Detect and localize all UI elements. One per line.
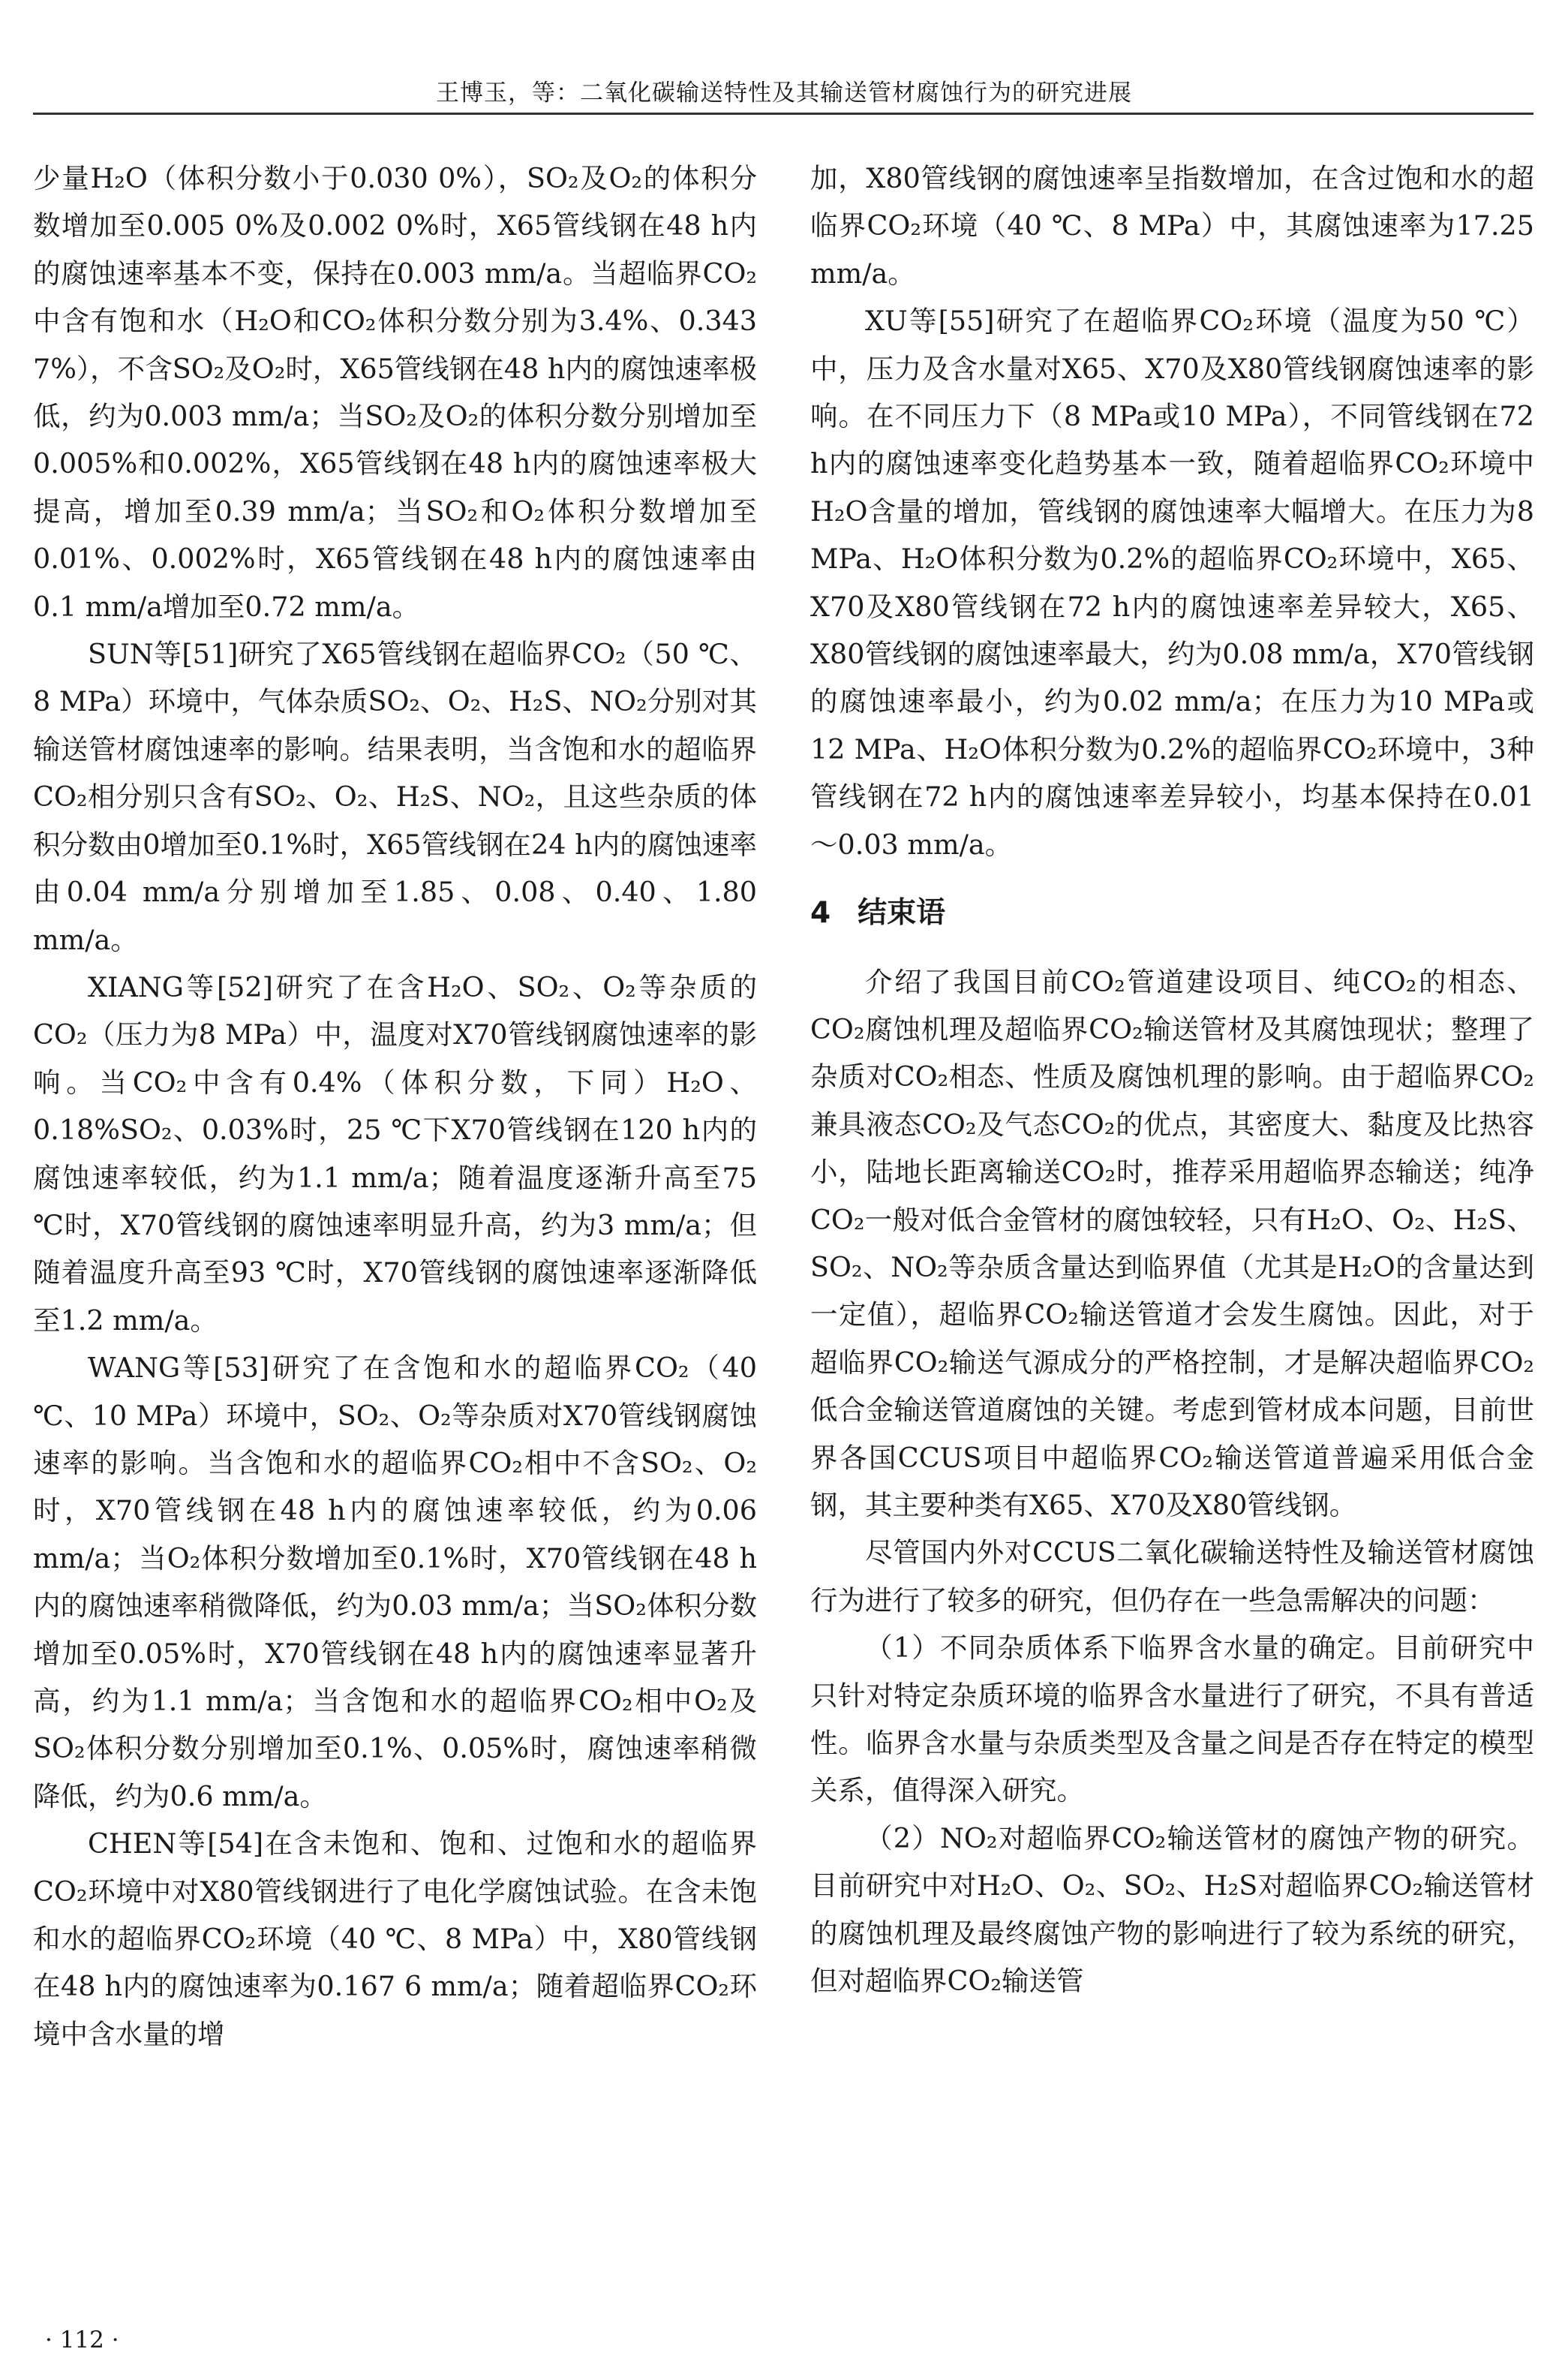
section-heading: [810, 889, 1534, 937]
paragraph: XU等[55]研究了在超临界CO₂环境（温度为50 ℃）中，压力及含水量对X65、X70及X80管线钢腐蚀速率的影响。在不同压力下（8 MPa或10 MPa），不同管线钢在72 h内的腐蚀速率变化趋势基本一致，随着超临界CO₂环境中H₂O含量的增加，管线钢的腐蚀速率大幅增大。在压力为8 MPa、H₂O体积分数为0.2%的超临界CO₂环境中，X65、X70及X80管线钢在72 h内的腐蚀速率差异较大，X65、X80管线钢的腐蚀速率最大，约为0.08 mm/a，X70管线钢的腐蚀速率最小，约为0.02 mm/a；在压力为10 MPa或12 MPa、H₂O体积分数为0.2%的超临界CO₂环境中，3种管线钢在72 h内的腐蚀速率差异较小，均基本保持在0.01～0.03 mm/a。: [810, 305, 1534, 861]
left-column: [33, 155, 757, 2058]
paragraph: （1）不同杂质体系下临界含水量的确定。目前研究中只针对特定杂质环境的临界含水量进行了研究，不具有普适性。临界含水量与杂质类型及含量之间是否存在特定的模型关系，值得深入研究。: [810, 1632, 1534, 1807]
paragraph: XIANG等[52]研究了在含H₂O、SO₂、O₂等杂质的CO₂（压力为8 MPa）中，温度对X70管线钢腐蚀速率的影响。当CO₂中含有0.4%（体积分数，下同）H₂O、0.18%SO₂、0.03%时，25 ℃下X70管线钢在120 h内的腐蚀速率较低，约为1.1 mm/a；随着温度逐渐升高至75 ℃时，X70管线钢的腐蚀速率明显升高，约为3 mm/a；但随着温度升高至93 ℃时，X70管线钢的腐蚀速率逐渐降低至1.2 mm/a。: [33, 970, 757, 1337]
section-title: 结束语: [858, 896, 946, 931]
paragraph: 介绍了我国目前CO₂管道建设项目、纯CO₂的相态、CO₂腐蚀机理及超临界CO₂输送管材及其腐蚀现状；整理了杂质对CO₂相态、性质及腐蚀机理的影响。由于超临界CO₂兼具液态CO₂及气态CO₂的优点，其密度大、黏度及比热容小，陆地长距离输送CO₂时，推荐采用超临界态输送；纯净CO₂一般对低合金管材的腐蚀较轻，只有H₂O、O₂、H₂S、SO₂、NO₂等杂质含量达到临界值（尤其是H₂O的含量达到一定值），超临界CO₂输送管道才会发生腐蚀。因此，对于超临界CO₂输送气源成分的严格控制，才是解决超临界CO₂低合金输送管道腐蚀的关键。考虑到管材成本问题，目前世界各国CCUS项目中超临界CO₂输送管道普遍采用低合金钢，其主要种类有X65、X70及X80管线钢。: [810, 965, 1534, 1521]
running-head: 王博玉，等：二氧化碳输送特性及其输送管材腐蚀行为的研究进展: [436, 80, 1132, 107]
page-number: · 112 ·: [45, 2326, 119, 2353]
paragraph: 尽管国内外对CCUS二氧化碳输送特性及输送管材腐蚀行为进行了较多的研究，但仍存在一些急需解决的问题：: [810, 1536, 1534, 1617]
paragraph: （2）NO₂对超临界CO₂输送管材的腐蚀产物的研究。目前研究中对H₂O、O₂、SO₂、H₂S对超临界CO₂输送管材的腐蚀机理及最终腐蚀产物的影响进行了较为系统的研究，但对超临界CO₂输送管: [810, 1821, 1534, 1998]
paragraph: SUN等[51]研究了X65管线钢在超临界CO₂（50 ℃、8 MPa）环境中，气体杂质SO₂、O₂、H₂S、NO₂分别对其输送管材腐蚀速率的影响。结果表明，当含饱和水的超临界CO₂相分别只含有SO₂、O₂、H₂S、NO₂，且这些杂质的体积分数由0增加至0.1%时，X65管线钢在24 h内的腐蚀速率由0.04 mm/a分别增加至1.85、0.08、0.40、1.80 mm/a。: [33, 638, 757, 956]
paragraph: 少量H₂O（体积分数小于0.030 0%），SO₂及O₂的体积分数增加至0.005 0%及0.002 0%时，X65管线钢在48 h内的腐蚀速率基本不变，保持在0.003 mm/a。当超临界CO₂中含有饱和水（H₂O和CO₂体积分数分别为3.4%、0.343 7%），不含SO₂及O₂时，X65管线钢在48 h内的腐蚀速率极低，约为0.003 mm/a；当SO₂及O₂的体积分数分别增加至0.005%和0.002%，X65管线钢在48 h内的腐蚀速率极大提高，增加至0.39 mm/a；当SO₂和O₂体积分数增加至0.01%、0.002%时，X65管线钢在48 h内的腐蚀速率由0.1 mm/a增加至0.72 mm/a。: [33, 162, 757, 623]
paragraph: WANG等[53]研究了在含饱和水的超临界CO₂（40 ℃、10 MPa）环境中，SO₂、O₂等杂质对X70管线钢腐蚀速率的影响。当含饱和水的超临界CO₂相中不含SO₂、O₂时，X70管线钢在48 h内的腐蚀速率较低，约为0.06 mm/a；当O₂体积分数增加至0.1%时，X70管线钢在48 h内的腐蚀速率稍微降低，约为0.03 mm/a；当SO₂体积分数增加至0.05%时，X70管线钢在48 h内的腐蚀速率显著升高，约为1.1 mm/a；当含饱和水的超临界CO₂相中O₂及SO₂体积分数分别增加至0.1%、0.05%时，腐蚀速率稍微降低，约为0.6 mm/a。: [33, 1352, 757, 1812]
right-column: [810, 155, 1534, 2005]
section-number: 4: [810, 896, 831, 931]
paragraph: CHEN等[54]在含未饱和、饱和、过饱和水的超临界CO₂环境中对X80管线钢进行了电化学腐蚀试验。在含未饱和水的超临界CO₂环境（40 ℃、8 MPa）中，X80管线钢在48 h内的腐蚀速率为0.167 6 mm/a；随着超临界CO₂环境中含水量的增: [33, 1827, 757, 2050]
header-rule: [33, 113, 1533, 115]
paragraph: 加，X80管线钢的腐蚀速率呈指数增加，在含过饱和水的超临界CO₂环境（40 ℃、8 MPa）中，其腐蚀速率为17.25 mm/a。: [810, 162, 1534, 290]
